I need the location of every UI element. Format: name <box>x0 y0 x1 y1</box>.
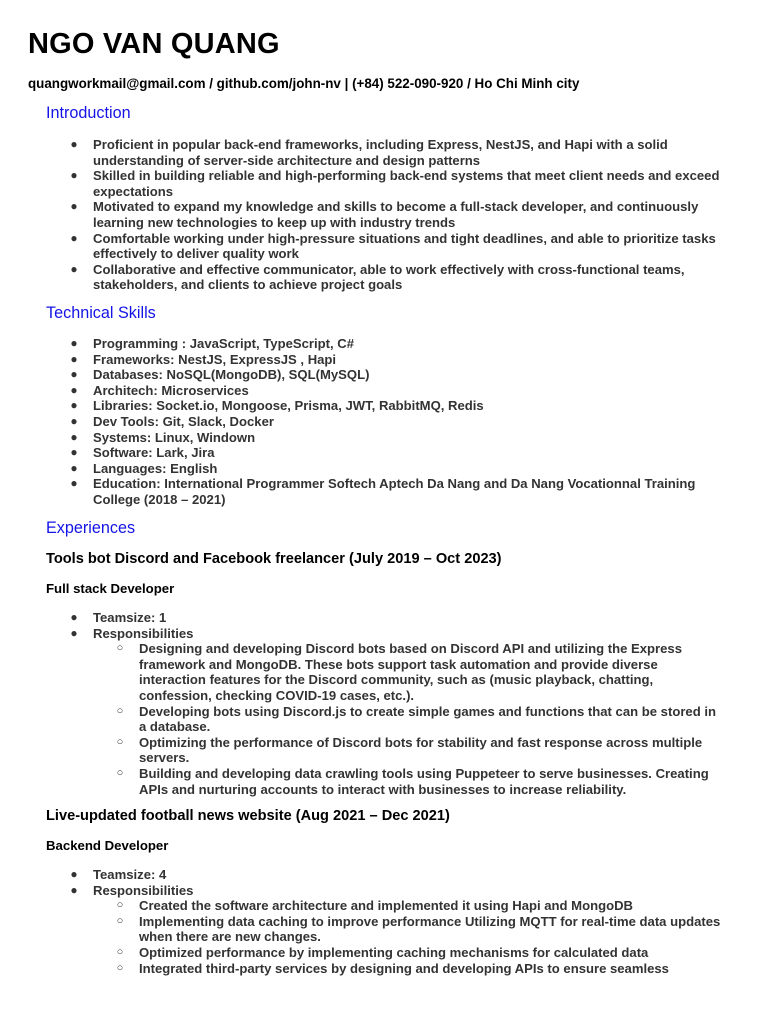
list-item: ● Collaborative and effective communicator, able to work effectively with cross-functional teams, stakeholders, and clients to achieve project goals <box>0 262 740 293</box>
circle-bullet-icon: ○ <box>116 945 124 958</box>
bullet-icon: ● <box>70 137 78 151</box>
bullet-icon: ● <box>70 413 78 428</box>
bullet-icon: ● <box>70 230 78 245</box>
skills-list <box>0 336 740 508</box>
list-item: ● Software: Lark, Jira <box>0 445 740 461</box>
list-item: ● Dev Tools: Git, Slack, Docker <box>0 414 740 430</box>
list-item: ● Libraries: Socket.io, Mongoose, Prisma, JWT, RabbitMQ, Redis <box>0 398 740 414</box>
job-title: Live-updated football news website (Aug 2021 – Dec 2021) <box>46 808 450 824</box>
bullet-icon: ● <box>70 867 78 881</box>
job-role: Backend Developer <box>46 838 169 853</box>
bullet-icon: ● <box>70 382 78 397</box>
circle-bullet-icon: ○ <box>116 642 124 655</box>
circle-bullet-icon: ○ <box>116 914 124 927</box>
list-item: ○ Optimized performance by implementing caching mechanisms for calculated data <box>93 945 725 961</box>
job-role: Full stack Developer <box>46 581 175 596</box>
bullet-icon: ● <box>70 261 78 276</box>
responsibilities-list <box>93 641 740 797</box>
bullet-icon: ● <box>70 429 78 444</box>
candidate-name: NGO VAN QUANG <box>28 28 280 60</box>
section-title-introduction: Introduction <box>46 104 131 122</box>
list-item: ● Proficient in popular back-end frameworks, including Express, NestJS, and Hapi with a solid understanding of server-side architecture and design patterns <box>0 137 740 168</box>
list-item: ● Comfortable working under high-pressure situations and tight deadlines, and able to prioritize tasks effectively to deliver quality work <box>0 231 740 262</box>
bullet-icon: ● <box>70 460 78 475</box>
section-title-experiences: Experiences <box>46 519 136 537</box>
circle-bullet-icon: ○ <box>116 961 124 974</box>
list-item: ● Responsibilities ○ Designing and developing Discord bots based on Discord API and utilizing the Express framework and MongoDB. These bots support task automation and provide diverse interaction features for the Discord community, such as (music playback, chatting, confession, checking COVID-19 cases, etc.). ○ Developing bots using Discord.js to create simple games and functions that can be stored in a database. ○ Optimizing the performance of Discord bots for stability and fast response across multiple servers. ○ Building and developing data crawling tools using Puppeteer to serve businesses. Creating APIs and nurturing accounts to interact with businesses to increase reliability. <box>0 626 740 798</box>
bullet-icon: ● <box>70 625 78 640</box>
job-details-list <box>0 867 740 976</box>
list-item: ● Architech: Microservices <box>0 383 740 399</box>
list-item: ● Motivated to expand my knowledge and skills to become a full-stack developer, and continuously learning new technologies to keep up with industry trends <box>0 199 740 230</box>
list-item: ○ Created the software architecture and implemented it using Hapi and MongoDB <box>93 898 725 914</box>
bullet-icon: ● <box>70 367 78 382</box>
circle-bullet-icon: ○ <box>116 766 124 779</box>
list-item: ● Frameworks: NestJS, ExpressJS , Hapi <box>0 352 740 368</box>
circle-bullet-icon: ○ <box>116 899 124 912</box>
bullet-icon: ● <box>70 610 78 624</box>
list-item: ● Teamsize: 4 <box>0 867 740 883</box>
list-item: ○ Optimizing the performance of Discord bots for stability and fast response across multiple servers. <box>93 735 725 766</box>
bullet-icon: ● <box>70 168 78 183</box>
bullet-icon: ● <box>70 445 78 460</box>
list-item: ● Skilled in building reliable and high-performing back-end systems that meet client needs and exceed expectations <box>0 168 740 199</box>
list-item: ● Teamsize: 1 <box>0 610 740 626</box>
list-item: ● Systems: Linux, Windown <box>0 430 740 446</box>
job-details-list <box>0 610 740 797</box>
introduction-list <box>0 137 740 293</box>
list-item: ○ Building and developing data crawling tools using Puppeteer to serve businesses. Creating APIs and nurturing accounts to interact with businesses to increase reliability. <box>93 766 725 797</box>
contact-line: quangworkmail@gmail.com / github.com/john-nv | (+84) 522-090-920 / Ho Chi Minh city <box>28 76 580 91</box>
list-item: ○ Implementing data caching to improve performance Utilizing MQTT for real-time data updates when there are new changes. <box>93 914 725 945</box>
list-item: ○ Integrated third-party services by designing and developing APIs to ensure seamless <box>93 961 725 977</box>
list-item: ● Databases: NoSQL(MongoDB), SQL(MySQL) <box>0 367 740 383</box>
list-item: ● Languages: English <box>0 461 740 477</box>
bullet-icon: ● <box>70 199 78 214</box>
list-item: ○ Developing bots using Discord.js to create simple games and functions that can be stored in a database. <box>93 704 725 735</box>
list-item: ● Programming : JavaScript, TypeScript, C# <box>0 336 740 352</box>
circle-bullet-icon: ○ <box>116 704 124 717</box>
bullet-icon: ● <box>70 476 78 491</box>
circle-bullet-icon: ○ <box>116 735 124 748</box>
bullet-icon: ● <box>70 336 78 350</box>
list-item: ● Responsibilities ○ Created the software architecture and implemented it using Hapi and MongoDB ○ Implementing data caching to improve performance Utilizing MQTT for real-time data updates when there are new changes. ○ Optimized performance by implementing caching mechanisms for calculated data ○ Integrated third-party services by designing and developing APIs to ensure seamless <box>0 883 740 977</box>
job-title: Tools bot Discord and Facebook freelancer (July 2019 – Oct 2023) <box>46 551 502 567</box>
bullet-icon: ● <box>70 398 78 413</box>
bullet-icon: ● <box>70 351 78 366</box>
responsibilities-list <box>93 898 740 976</box>
list-item: ○ Designing and developing Discord bots based on Discord API and utilizing the Express framework and MongoDB. These bots support task automation and provide diverse interaction features for the Discord community, such as (music playback, chatting, confession, checking COVID-19 cases, etc.). <box>93 641 725 703</box>
section-title-skills: Technical Skills <box>46 304 156 322</box>
list-item: ● Education: International Programmer Softech Aptech Da Nang and Da Nang Vocationnal Training College (2018 – 2021) <box>0 476 740 507</box>
bullet-icon: ● <box>70 882 78 897</box>
